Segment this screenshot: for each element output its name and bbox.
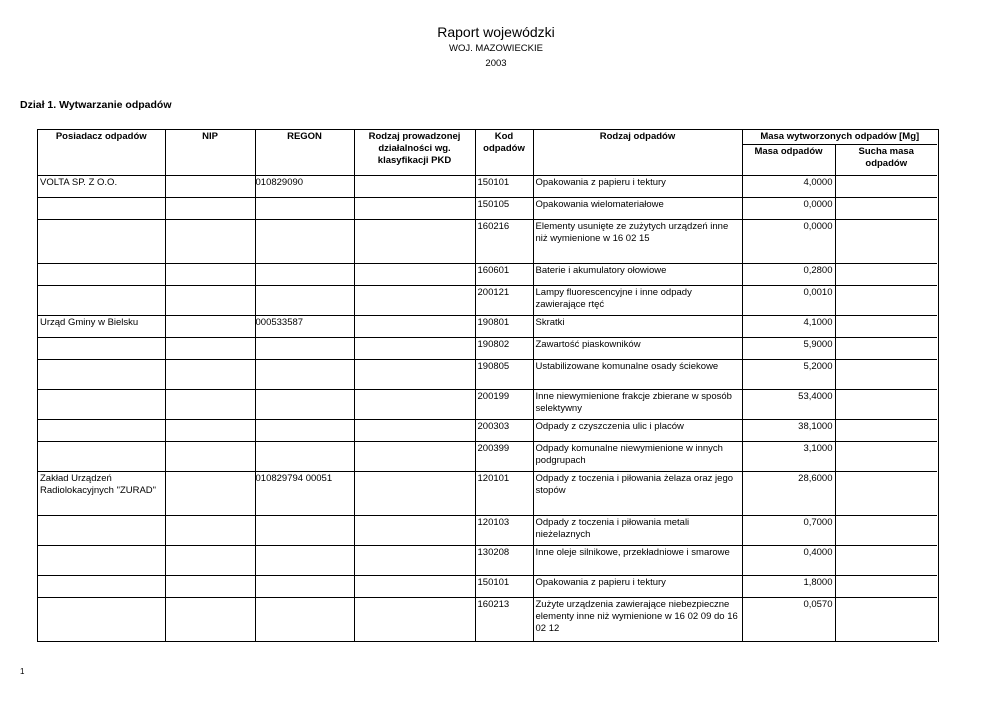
cell-nip bbox=[165, 472, 255, 516]
cell-activity bbox=[354, 286, 475, 316]
cell-dry-mass bbox=[835, 176, 937, 198]
cell-holder bbox=[38, 338, 165, 360]
cell-regon bbox=[255, 576, 354, 598]
cell-activity bbox=[354, 472, 475, 516]
cell-regon bbox=[255, 198, 354, 220]
cell-activity bbox=[354, 338, 475, 360]
report-region: WOJ. MAZOWIECKIE bbox=[449, 43, 543, 54]
cell-waste-code: 150101 bbox=[475, 176, 533, 198]
cell-waste-type: Odpady komunalne niewymienione w innych podgrupach bbox=[533, 442, 742, 472]
cell-holder: Zakład Urządzeń Radiolokacyjnych "ZURAD" bbox=[38, 472, 165, 516]
table-row bbox=[38, 264, 937, 286]
header-holder: Posiadacz odpadów bbox=[38, 130, 165, 176]
cell-holder bbox=[38, 360, 165, 390]
cell-activity bbox=[354, 198, 475, 220]
cell-activity bbox=[354, 390, 475, 420]
cell-waste-code: 150101 bbox=[475, 576, 533, 598]
cell-mass: 38,1000 bbox=[742, 420, 835, 442]
cell-mass: 28,6000 bbox=[742, 472, 835, 516]
table-row bbox=[38, 420, 937, 442]
table-row bbox=[38, 390, 937, 420]
cell-waste-type: Zawartość piaskowników bbox=[533, 338, 742, 360]
cell-waste-code: 130208 bbox=[475, 546, 533, 576]
cell-activity bbox=[354, 316, 475, 338]
cell-activity bbox=[354, 264, 475, 286]
cell-dry-mass bbox=[835, 264, 937, 286]
cell-waste-type: Inne oleje silnikowe, przekładniowe i smarowe bbox=[533, 546, 742, 576]
cell-nip bbox=[165, 286, 255, 316]
cell-regon bbox=[255, 390, 354, 420]
cell-nip bbox=[165, 316, 255, 338]
cell-regon bbox=[255, 442, 354, 472]
cell-nip bbox=[165, 390, 255, 420]
cell-regon bbox=[255, 338, 354, 360]
cell-dry-mass bbox=[835, 420, 937, 442]
report-year: 2003 bbox=[485, 58, 507, 69]
cell-waste-type: Lampy fluorescencyjne i inne odpady zawierające rtęć bbox=[533, 286, 742, 316]
cell-waste-code: 160601 bbox=[475, 264, 533, 286]
cell-activity bbox=[354, 442, 475, 472]
cell-activity bbox=[354, 516, 475, 546]
cell-holder: VOLTA SP. Z O.O. bbox=[38, 176, 165, 198]
waste-table-frame bbox=[37, 129, 939, 642]
cell-regon: 010829090 bbox=[255, 176, 354, 198]
cell-mass: 4,1000 bbox=[742, 316, 835, 338]
table-row bbox=[38, 316, 937, 338]
cell-dry-mass bbox=[835, 286, 937, 316]
cell-waste-type: Inne niewymienione frakcje zbierane w sposób selektywny bbox=[533, 390, 742, 420]
cell-waste-code: 200199 bbox=[475, 390, 533, 420]
cell-regon bbox=[255, 598, 354, 642]
table-row bbox=[38, 338, 937, 360]
cell-mass: 0,0000 bbox=[742, 198, 835, 220]
cell-nip bbox=[165, 220, 255, 264]
cell-regon bbox=[255, 286, 354, 316]
cell-waste-code: 200303 bbox=[475, 420, 533, 442]
cell-holder bbox=[38, 442, 165, 472]
cell-activity bbox=[354, 598, 475, 642]
cell-nip bbox=[165, 360, 255, 390]
cell-waste-type: Baterie i akumulatory ołowiowe bbox=[533, 264, 742, 286]
table-row bbox=[38, 176, 937, 198]
cell-mass: 0,0570 bbox=[742, 598, 835, 642]
cell-nip bbox=[165, 576, 255, 598]
cell-dry-mass bbox=[835, 338, 937, 360]
cell-waste-type: Opakowania z papieru i tektury bbox=[533, 576, 742, 598]
cell-waste-code: 160216 bbox=[475, 220, 533, 264]
cell-waste-type: Opakowania wielomateriałowe bbox=[533, 198, 742, 220]
cell-mass: 5,2000 bbox=[742, 360, 835, 390]
cell-activity bbox=[354, 176, 475, 198]
table-row bbox=[38, 516, 937, 546]
cell-mass: 0,7000 bbox=[742, 516, 835, 546]
waste-table bbox=[38, 130, 937, 642]
cell-mass: 0,0000 bbox=[742, 220, 835, 264]
header-activity: Rodzaj prowadzonej działalności wg. klasyfikacji PKD bbox=[354, 130, 475, 176]
cell-waste-code: 190802 bbox=[475, 338, 533, 360]
cell-nip bbox=[165, 420, 255, 442]
cell-waste-code: 190801 bbox=[475, 316, 533, 338]
cell-activity bbox=[354, 360, 475, 390]
cell-nip bbox=[165, 516, 255, 546]
cell-regon bbox=[255, 546, 354, 576]
cell-waste-type: Opakowania z papieru i tektury bbox=[533, 176, 742, 198]
cell-dry-mass bbox=[835, 442, 937, 472]
table-row bbox=[38, 598, 937, 642]
cell-regon bbox=[255, 516, 354, 546]
cell-waste-type: Elementy usunięte ze zużytych urządzeń inne niż wymienione w 16 02 15 bbox=[533, 220, 742, 264]
cell-dry-mass bbox=[835, 360, 937, 390]
header-regon: REGON bbox=[255, 130, 354, 176]
cell-activity bbox=[354, 220, 475, 264]
table-row bbox=[38, 442, 937, 472]
cell-waste-code: 120103 bbox=[475, 516, 533, 546]
cell-activity bbox=[354, 576, 475, 598]
cell-regon: 010829794 00051 bbox=[255, 472, 354, 516]
cell-dry-mass bbox=[835, 516, 937, 546]
cell-holder bbox=[38, 220, 165, 264]
cell-waste-code: 120101 bbox=[475, 472, 533, 516]
cell-dry-mass bbox=[835, 198, 937, 220]
cell-mass: 0,2800 bbox=[742, 264, 835, 286]
cell-nip bbox=[165, 264, 255, 286]
cell-nip bbox=[165, 338, 255, 360]
header-waste-type: Rodzaj odpadów bbox=[533, 130, 742, 176]
cell-dry-mass bbox=[835, 220, 937, 264]
cell-mass: 0,4000 bbox=[742, 546, 835, 576]
cell-dry-mass bbox=[835, 390, 937, 420]
header-waste-code: Kod odpadów bbox=[475, 130, 533, 176]
cell-mass: 1,8000 bbox=[742, 576, 835, 598]
cell-waste-code: 190805 bbox=[475, 360, 533, 390]
cell-nip bbox=[165, 546, 255, 576]
cell-holder bbox=[38, 198, 165, 220]
cell-mass: 0,0010 bbox=[742, 286, 835, 316]
cell-regon bbox=[255, 264, 354, 286]
cell-dry-mass bbox=[835, 316, 937, 338]
header-dry-mass: Sucha masa odpadów bbox=[835, 145, 937, 176]
cell-holder bbox=[38, 286, 165, 316]
cell-waste-code: 200121 bbox=[475, 286, 533, 316]
table-row bbox=[38, 472, 937, 516]
cell-activity bbox=[354, 546, 475, 576]
table-body bbox=[38, 176, 937, 642]
cell-dry-mass bbox=[835, 598, 937, 642]
cell-waste-type: Zużyte urządzenia zawierające niebezpieczne elementy inne niż wymienione w 16 02 09 do 16 02 12 bbox=[533, 598, 742, 642]
cell-mass: 53,4000 bbox=[742, 390, 835, 420]
cell-waste-type: Odpady z toczenia i piłowania metali nieżelaznych bbox=[533, 516, 742, 546]
cell-waste-type: Odpady z toczenia i piłowania żelaza oraz jego stopów bbox=[533, 472, 742, 516]
cell-holder bbox=[38, 516, 165, 546]
cell-nip bbox=[165, 198, 255, 220]
cell-regon bbox=[255, 220, 354, 264]
cell-regon bbox=[255, 360, 354, 390]
cell-dry-mass bbox=[835, 576, 937, 598]
cell-regon: 000533587 bbox=[255, 316, 354, 338]
cell-waste-code: 150105 bbox=[475, 198, 533, 220]
cell-mass: 3,1000 bbox=[742, 442, 835, 472]
cell-holder bbox=[38, 546, 165, 576]
cell-nip bbox=[165, 598, 255, 642]
page-number: 1 bbox=[20, 667, 25, 676]
cell-mass: 4,0000 bbox=[742, 176, 835, 198]
cell-mass: 5,9000 bbox=[742, 338, 835, 360]
cell-holder bbox=[38, 420, 165, 442]
cell-waste-code: 200399 bbox=[475, 442, 533, 472]
cell-waste-type: Skratki bbox=[533, 316, 742, 338]
cell-waste-code: 160213 bbox=[475, 598, 533, 642]
cell-holder bbox=[38, 576, 165, 598]
cell-dry-mass bbox=[835, 546, 937, 576]
table-row bbox=[38, 220, 937, 264]
section-heading: Dział 1. Wytwarzanie odpadów bbox=[20, 99, 172, 111]
table-row bbox=[38, 286, 937, 316]
cell-nip bbox=[165, 176, 255, 198]
cell-waste-type: Ustabilizowane komunalne osady ściekowe bbox=[533, 360, 742, 390]
table-row bbox=[38, 576, 937, 598]
table-row bbox=[38, 360, 937, 390]
header-mass-group: Masa wytworzonych odpadów [Mg] bbox=[742, 130, 937, 145]
cell-activity bbox=[354, 420, 475, 442]
cell-holder bbox=[38, 264, 165, 286]
cell-holder bbox=[38, 390, 165, 420]
cell-dry-mass bbox=[835, 472, 937, 516]
cell-holder: Urząd Gminy w Bielsku bbox=[38, 316, 165, 338]
table-row bbox=[38, 198, 937, 220]
cell-holder bbox=[38, 598, 165, 642]
header-nip: NIP bbox=[165, 130, 255, 176]
cell-regon bbox=[255, 420, 354, 442]
report-title: Raport wojewódzki bbox=[437, 24, 555, 40]
header-mass: Masa odpadów bbox=[742, 145, 835, 176]
cell-nip bbox=[165, 442, 255, 472]
table-row bbox=[38, 546, 937, 576]
cell-waste-type: Odpady z czyszczenia ulic i placów bbox=[533, 420, 742, 442]
